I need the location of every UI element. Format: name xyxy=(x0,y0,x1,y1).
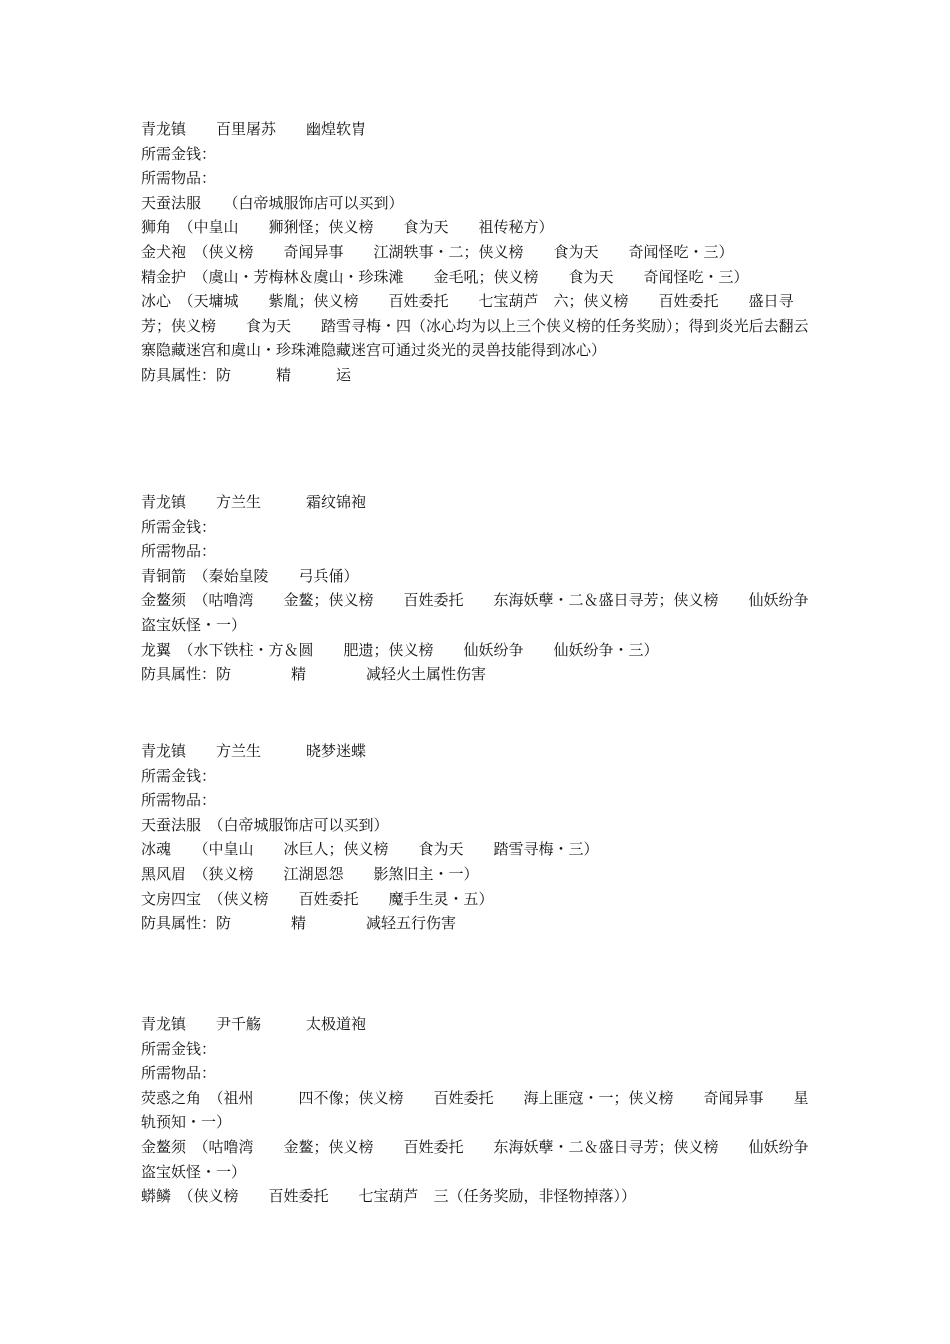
required-item: 狮角 （中皇山 狮猁怪；侠义榜 食为天 祖传秘方） xyxy=(141,218,554,237)
required-item: 金鳌须 （咕噜湾 金鳌；侠义榜 百姓委托 东海妖孽・二＆盛日寻芳；侠义榜 仙妖纷争 盗宝妖怪・一） xyxy=(141,591,839,634)
required-money: 所需金钱： xyxy=(141,766,217,785)
entry-title: 青龙镇 百里屠苏 幽煌软胄 xyxy=(141,120,367,138)
required-item: 龙翼 （水下铁柱・方＆圆 肥遗；侠义榜 仙妖纷争 仙妖纷争・三） xyxy=(141,640,659,659)
equipment-entry xyxy=(141,739,821,936)
required-item: 精金护 （虞山・芳梅林＆虞山・珍珠滩 金毛吼；侠义榜 食为天 奇闻怪吃・三） xyxy=(141,267,749,286)
required-item: 青铜箭 （秦始皇陵 弓兵俑） xyxy=(141,566,359,585)
required-item: 冰心 （天墉城 紫胤；侠义榜 百姓委托 七宝葫芦 六；侠义榜 百姓委托 盛日寻芳；侠义榜 食为天 踏雪寻梅・四（冰心均为以上三个侠义榜的任务奖励）；得到炎光后去翻云寨隐藏迷宫和虞山・珍珠滩隐藏迷宫可通过炎光的灵兽技能得到冰心） xyxy=(141,292,809,360)
required-item: 文房四宝 （侠义榜 百姓委托 魔手生灵・五） xyxy=(141,889,494,908)
required-item: 天蚕法服 （白帝城服饰店可以买到） xyxy=(141,815,389,834)
required-items-label: 所需物品： xyxy=(141,1064,217,1083)
required-item: 金鳌须 （咕噜湾 金鳌；侠义榜 百姓委托 东海妖孽・二＆盛日寻芳；侠义榜 仙妖纷争 盗宝妖怪・一） xyxy=(141,1137,839,1181)
equipment-entry xyxy=(141,117,821,388)
required-items-label: 所需物品： xyxy=(141,169,217,188)
armor-attributes: 防具属性：防 精 运 xyxy=(141,365,352,384)
armor-attributes: 防具属性：防 精 减轻五行伤害 xyxy=(141,914,457,933)
equipment-entry xyxy=(141,490,839,687)
required-items-label: 所需物品： xyxy=(141,542,217,561)
required-item: 黑风眉 （狭义榜 江湖恩怨 影煞旧主・一） xyxy=(141,864,479,883)
required-money: 所需金钱： xyxy=(141,1039,217,1058)
required-item: 荧惑之角 （祖州 四不像；侠义榜 百姓委托 海上匪寇・一；侠义榜 奇闻异事 星轨预知・一） xyxy=(141,1088,809,1132)
required-item: 金犬袍 （侠义榜 奇闻异事 江湖轶事・二；侠义榜 食为天 奇闻怪吃・三） xyxy=(141,242,734,261)
entry-title: 青龙镇 尹千觞 太极道袍 xyxy=(141,1015,367,1033)
armor-attributes: 防具属性：防 精 减轻火土属性伤害 xyxy=(141,665,487,684)
required-items-label: 所需物品： xyxy=(141,791,217,810)
required-item: 天蚕法服 （白帝城服饰店可以买到） xyxy=(141,193,404,212)
equipment-entry xyxy=(141,1012,839,1209)
required-item: 冰魂 （中皇山 冰巨人；侠义榜 食为天 踏雪寻梅・三） xyxy=(141,840,599,859)
required-money: 所需金钱： xyxy=(141,144,217,163)
entry-title: 青龙镇 方兰生 霜纹锦袍 xyxy=(141,493,367,511)
entry-title: 青龙镇 方兰生 晓梦迷蝶 xyxy=(141,742,367,760)
required-item: 蟒鳞 （侠义榜 百姓委托 七宝葫芦 三（任务奖励，非怪物掉落）） xyxy=(141,1187,637,1206)
required-money: 所需金钱： xyxy=(141,517,217,536)
